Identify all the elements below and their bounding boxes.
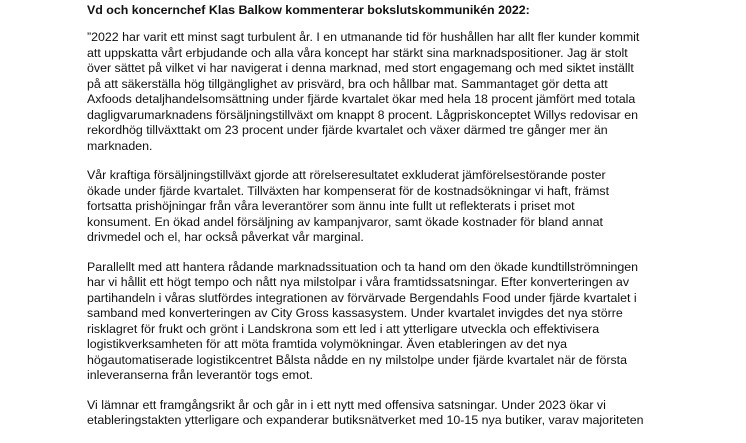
paragraph-milestones: Parallellt med att hantera rådande marknadssituation och ta hand om den ökade kundtillströmningen har vi hållit ett högt tempo och nått nya milstolpar i våra framtidssatsningar. Efter konverteringen av partihandeln i våras slutfördes integrationen av förvärvade Bergendahls Food under fjärde kvartalet i samband med konverteringen av City Gross kassasystem. Under kvartalet invigdes det nya större risklagret för frukt och grönt i Landskrona som ett led i att ytterligare utveckla och effektivisera logistikverksamheten för att möta framtida volymökningar. Även etableringen av det nya högautomatiserade logistikcentret Bålsta nådde en ny milstolpe under fjärde kvartalet när de första inleveranserna från leverantör togs emot. [87, 259, 639, 382]
document-heading: Vd och koncernchef Klas Balkow kommenterar bokslutskommunikén 2022: [87, 3, 530, 17]
document-page [87, 3, 662, 443]
paragraph-outlook: Vi lämnar ett framgångsrikt år och går in i ett nytt med offensiva satsningar. Under 2023 ökar vi etableringstakten ytterligare och expanderar butiksnätverket med 10-15 nya butiker, varav majoriteten [87, 397, 644, 427]
paragraph-ceo-quote-intro: ”2022 har varit ett minst sagt turbulent år. I en utmanande tid för hushållen har allt fler kunder kommit att uppskatta vårt erbjudande och alla våra koncept har stärkt sina marknadspositioner. Jag är stolt över sättet på vilket vi har navigerat i denna marknad, med stort engagemang och med siktet inställt på att säkerställa hög tillgänglighet av prisvärd, bra och hållbar mat. Sammantaget gör detta att Axfoods detaljhandelsomsättning under fjärde kvartalet ökar med hela 18 procent jämfört med totala dagligvarumarknadens försäljningstillväxt om knappt 8 procent. Lågpriskonceptet Willys redovisar en rekordhög tillväxttakt om 23 procent under fjärde kvartalet och växer därmed tre gånger mer än marknaden. [87, 30, 640, 153]
paragraph-sales-growth: Vår kraftiga försäljningstillväxt gjorde att rörelseresultatet exkluderat jämförelsestörande poster ökade under fjärde kvartalet. Tillväxten har kompenserat för de kostnadsökningar vi haft, främst fortsatta prishöjningar från våra leverantörer som ännu inte fullt ut reflekterats i priset mot konsument. En ökad andel försäljning av kampanjvaror, samt ökade kostnader för bland annat drivmedel och el, har också påverkat vår marginal. [87, 168, 610, 244]
